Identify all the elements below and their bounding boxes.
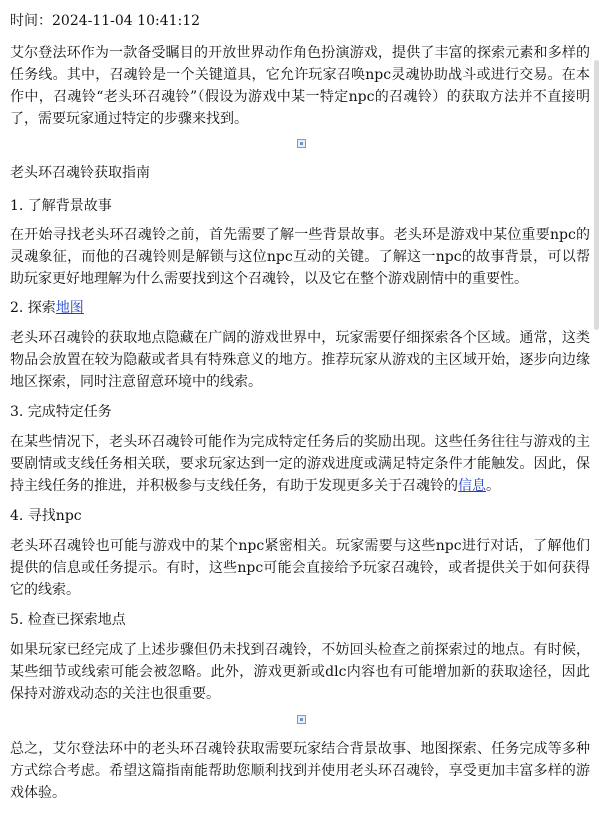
- section-3-heading: 3. 完成特定任务: [10, 404, 112, 420]
- section-4-body: 老头环召魂铃也可能与游戏中的某个npc紧密相关。玩家需要与这些npc进行对话，了解他们提供的信息或任务提示。有时，这些npc可能会直接给予玩家召魂铃，或者提供关于如何获得它的线索。: [10, 538, 590, 598]
- section-3-body: [10, 431, 590, 497]
- section-1-heading: 1. 了解背景故事: [10, 198, 112, 214]
- section-2-heading-text: 2. 探索: [10, 300, 56, 316]
- guide-title: 老头环召魂铃获取指南: [10, 165, 150, 181]
- intro-paragraph: 艾尔登法环作为一款备受瞩目的开放世界动作角色扮演游戏，提供了丰富的探索元素和多样的任务线。其中，召魂铃是一个关键道具，它允许玩家召唤npc灵魂协助战斗或进行交易。在本作中，召魂铃“老头环召魂铃”（假设为游戏中某一特定npc的召魂铃）的获取方法并不直接明了，需要玩家通过特定的步骤来找到。: [10, 45, 590, 127]
- section-4-heading: 4. 寻找npc: [10, 508, 82, 524]
- section-5-body: 如果玩家已经完成了上述步骤但仍未找到召魂铃，不妨回头检查之前探索过的地点。有时候，某些细节或线索可能会被忽略。此外，游戏更新或dlc内容也有可能增加新的获取途径，因此保持对游戏动态的关注也很重要。: [10, 642, 590, 702]
- section-3-body-end: 。: [486, 478, 500, 494]
- section-1-body: 在开始寻找老头环召魂铃之前，首先需要了解一些背景故事。老头环是游戏中某位重要npc的灵魂象征，而他的召魂铃则是解锁与这位npc互动的关键。了解这一npc的故事背景，可以帮助玩家更好地理解为什么需要找到这个召魂铃，以及它在整个游戏剧情中的重要性。: [10, 227, 590, 287]
- section-2-heading: [10, 297, 590, 319]
- section-3-body-text: 在某些情况下，老头环召魂铃可能作为完成特定任务后的奖励出现。这些任务往往与游戏的主要剧情或支线任务相关联，要求玩家达到一定的游戏进度或满足特定条件才能触发。因此，保持主线任务的推进，并积极参与支线任务，有助于发现更多关于召魂铃的: [10, 434, 590, 494]
- map-link[interactable]: 地图: [55, 300, 84, 316]
- scrollbar[interactable]: [594, 60, 599, 330]
- image-placeholder-icon: [297, 715, 306, 724]
- conclusion-paragraph: 总之，艾尔登法环中的老头环召魂铃获取需要玩家结合背景故事、地图探索、任务完成等多种方式综合考虑。希望这篇指南能帮助您顺利找到并使用老头环召魂铃，享受更加丰富多样的游戏体验。: [10, 741, 590, 801]
- section-2-body: 老头环召魂铃的获取地点隐藏在广阔的游戏世界中，玩家需要仔细探索各个区域。通常，这类物品会放置在较为隐蔽或者具有特殊意义的地方。推荐玩家从游戏的主区域开始，逐步向边缘地区探索，同时注意留意环境中的线索。: [10, 330, 590, 390]
- timestamp: 时间：2024-11-04 10:41:12: [10, 13, 201, 29]
- info-link[interactable]: 信息: [458, 478, 486, 494]
- image-placeholder-icon: [297, 139, 306, 148]
- section-5-heading: 5. 检查已探索地点: [10, 612, 126, 628]
